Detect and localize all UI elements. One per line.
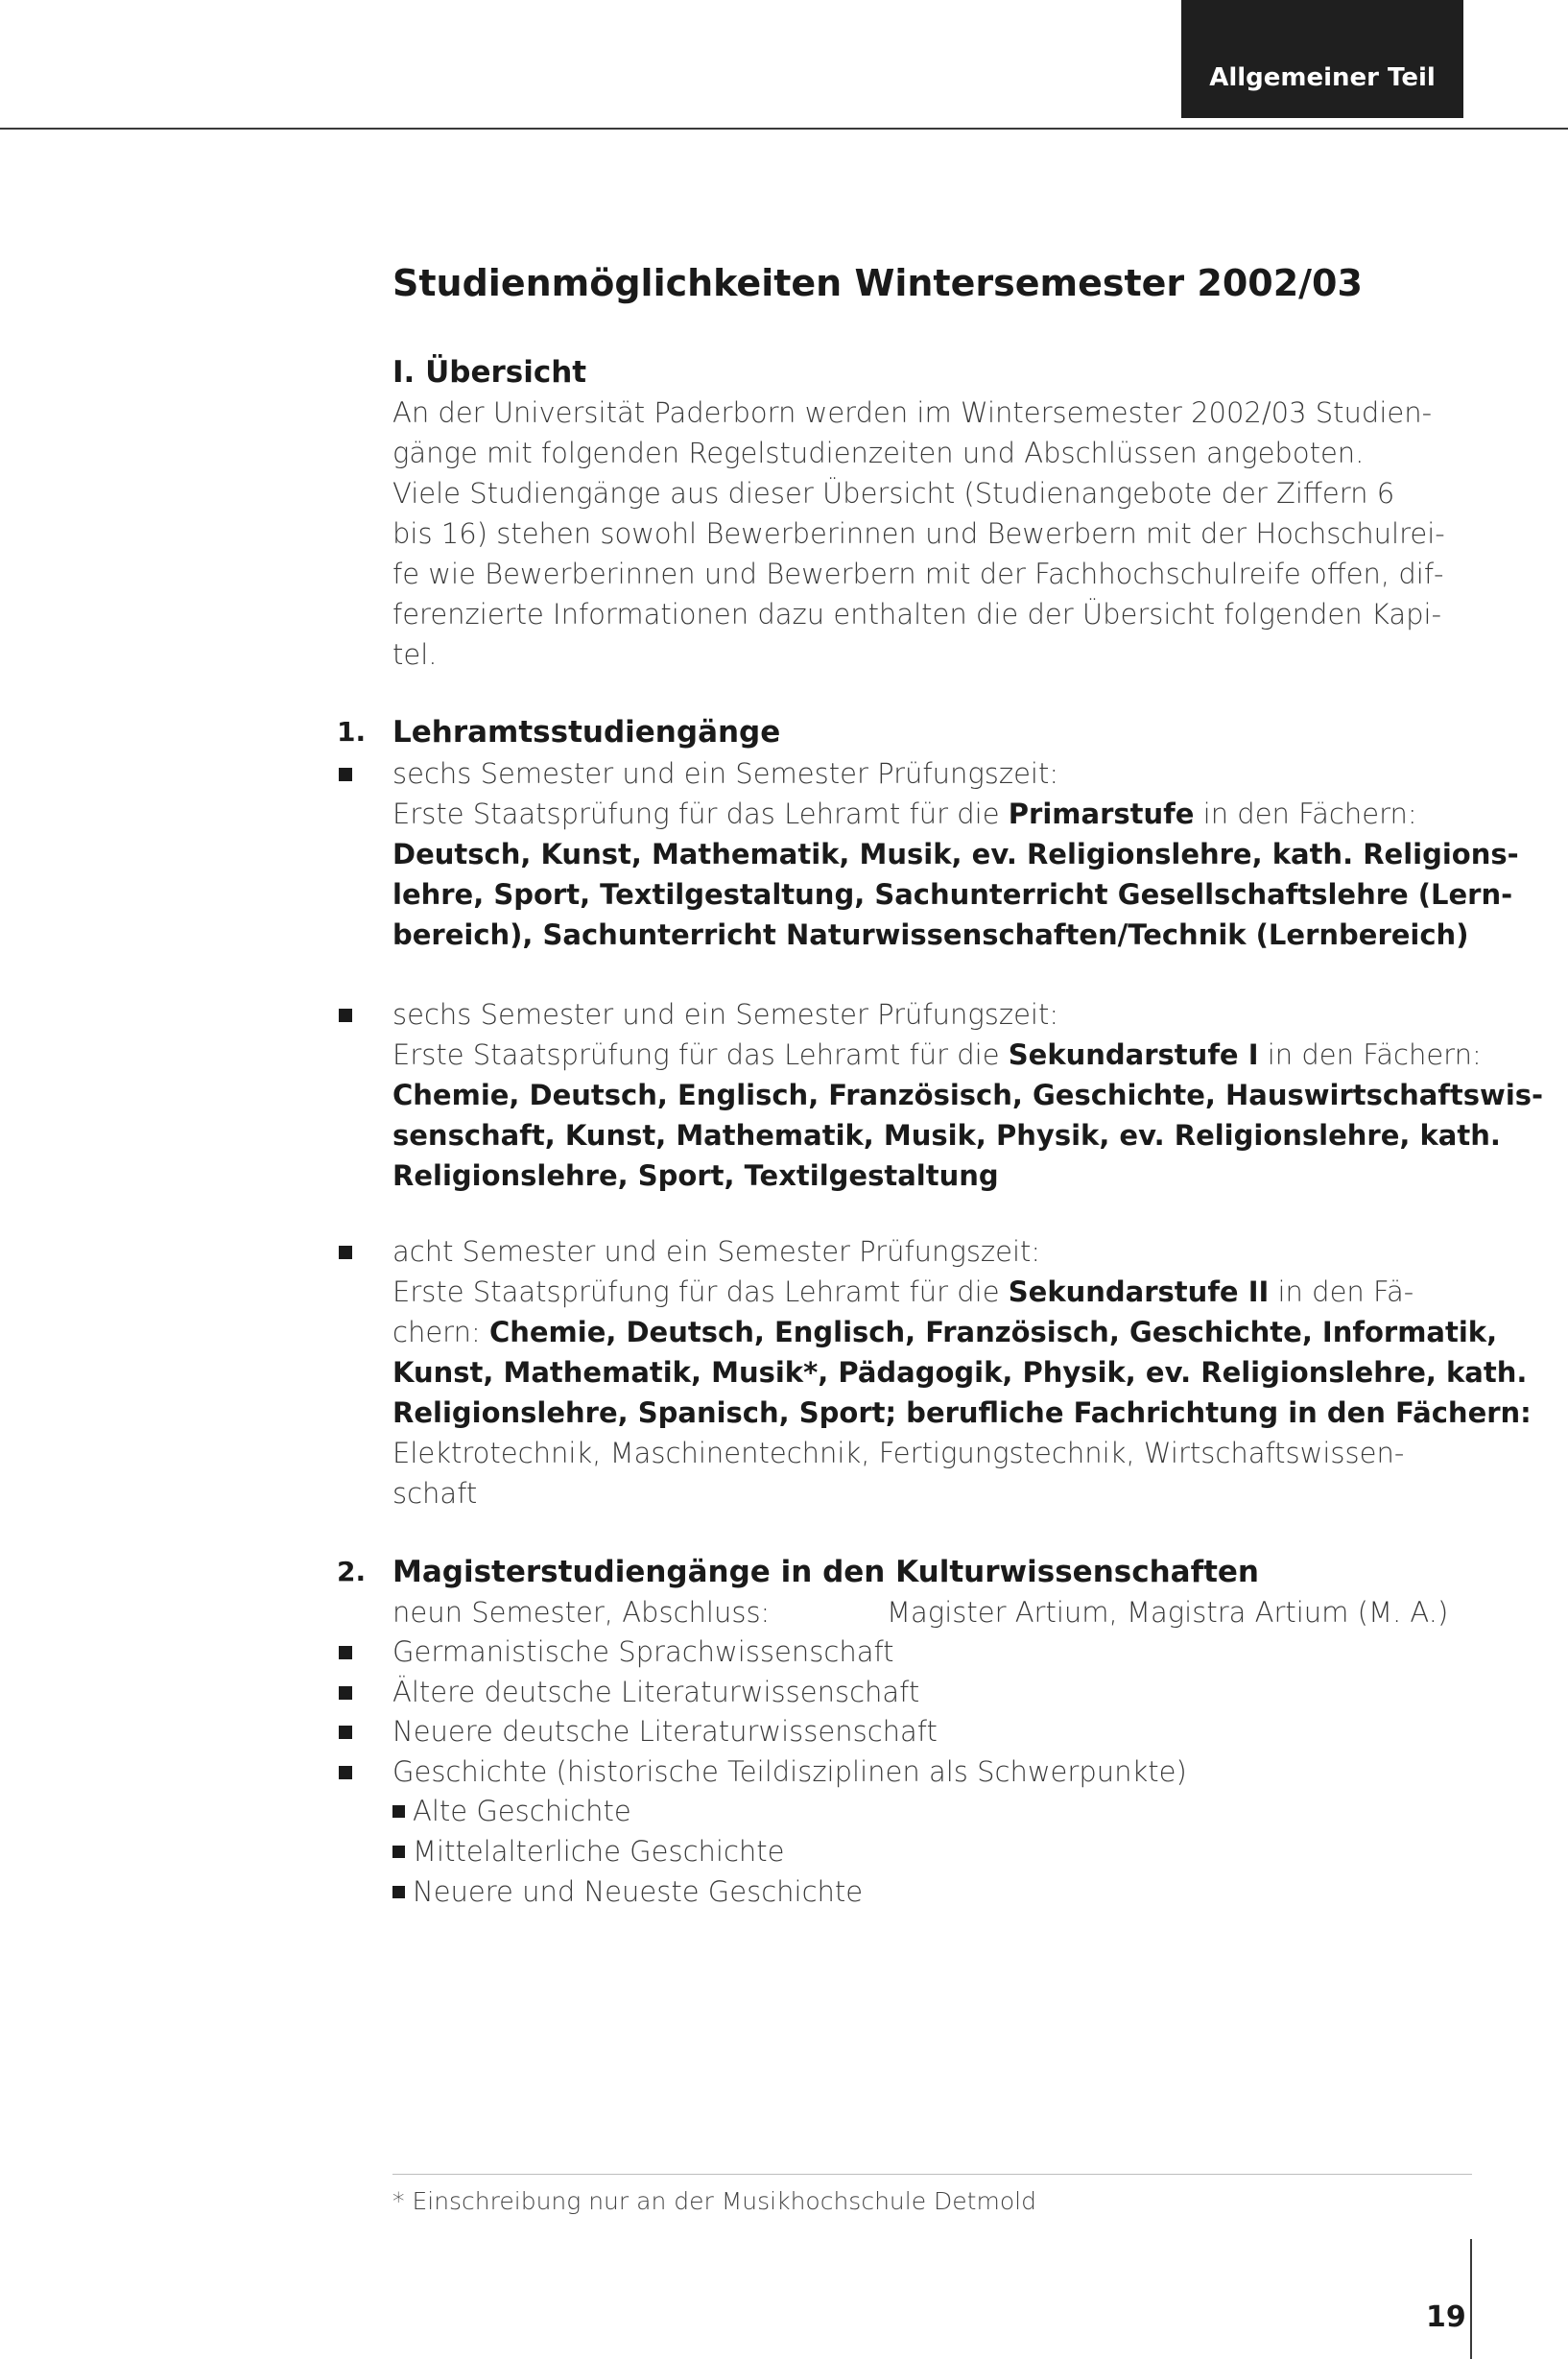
subjects-line: Kunst, Mathematik, Musik*, Pädagogik, Physik, ev. Religionslehre, kath. bbox=[392, 1356, 1528, 1389]
section-heading: Magisterstudiengänge in den Kulturwissenschaften bbox=[392, 1555, 1259, 1589]
subjects-line: lehre, Sport, Textilgestaltung, Sachunterricht Gesellschaftslehre (Lern- bbox=[392, 878, 1513, 911]
overview-line: tel. bbox=[392, 638, 438, 671]
bullet-square-icon bbox=[339, 1246, 352, 1259]
school-level: Primarstufe bbox=[1008, 798, 1195, 830]
bullet-square-icon bbox=[339, 1686, 352, 1700]
overview-line: Viele Studiengänge aus dieser Übersicht (Studienangebote der Ziffern 6 bbox=[392, 477, 1395, 510]
subjects-line: bereich), Sachunterricht Naturwissenschaften/Technik (Lernbereich) bbox=[392, 918, 1469, 951]
section-heading: Lehramtsstudiengänge bbox=[392, 715, 781, 750]
list-item bbox=[392, 1711, 1467, 1751]
vocational-line: schaft bbox=[392, 1477, 478, 1510]
list-item bbox=[392, 1632, 1467, 1672]
list-item bbox=[392, 1231, 1532, 1513]
program-label: Neuere deutsche Literaturwissenschaft bbox=[392, 1715, 938, 1748]
sub-list-item: Mittelalterliche Geschichte bbox=[392, 1831, 1467, 1871]
list-item bbox=[392, 753, 1519, 955]
subjects-line: Religionslehre, Spanisch, Sport; berufliche Fachrichtung in den Fächern: bbox=[392, 1396, 1532, 1429]
header-rule bbox=[0, 128, 1568, 130]
sub-list bbox=[392, 1791, 1467, 1912]
section-2-heading-block bbox=[337, 1552, 1467, 1592]
page-number: 19 bbox=[1426, 2300, 1466, 2334]
section-1-heading-block bbox=[337, 712, 1467, 752]
duration-text: neun Semester, Abschluss: bbox=[392, 1596, 771, 1629]
overview-line: gänge mit folgenden Regelstudienzeiten und Abschlüssen angeboten. bbox=[392, 437, 1365, 469]
school-level: Sekundarstufe I bbox=[1008, 1038, 1259, 1071]
subjects-line: Deutsch, Kunst, Mathematik, Musik, ev. Religionslehre, kath. Religions- bbox=[392, 838, 1519, 870]
bullet-square-icon bbox=[392, 1846, 405, 1858]
overview-paragraph bbox=[392, 393, 1467, 675]
duration-text: sechs Semester und ein Semester Prüfungszeit: bbox=[392, 757, 1059, 790]
exam-line: Erste Staatsprüfung für das Lehramt für die Sekundarstufe I in den Fächern: bbox=[392, 1038, 1482, 1071]
duration-text: sechs Semester und ein Semester Prüfungszeit: bbox=[392, 998, 1059, 1031]
subjects-line: Religionslehre, Sport, Textilgestaltung bbox=[392, 1159, 999, 1192]
overview-line: ferenzierte Informationen dazu enthalten die der Übersicht folgenden Kapi- bbox=[392, 598, 1442, 631]
vocational-line: Elektrotechnik, Maschinentechnik, Fertigungstechnik, Wirtschaftswissen- bbox=[392, 1437, 1405, 1469]
degree-row bbox=[392, 1592, 1467, 1632]
program-label: Germanistische Sprachwissenschaft bbox=[392, 1635, 894, 1668]
exam-line: Erste Staatsprüfung für das Lehramt für die Primarstufe in den Fächern: bbox=[392, 798, 1417, 830]
degree-text: Magister Artium, Magistra Artium (M. A.) bbox=[887, 1596, 1449, 1629]
list-item bbox=[392, 994, 1544, 1196]
bullet-square-icon bbox=[339, 1766, 352, 1779]
subjects-line: chern: Chemie, Deutsch, Englisch, Französisch, Geschichte, Informatik, bbox=[392, 1316, 1498, 1348]
overview-heading: I. Übersicht bbox=[392, 355, 587, 390]
subjects-line: senschaft, Kunst, Mathematik, Musik, Physik, ev. Religionslehre, kath. bbox=[392, 1119, 1501, 1152]
bullet-square-icon bbox=[339, 1726, 352, 1739]
exam-line: Erste Staatsprüfung für das Lehramt für die Sekundarstufe II in den Fä- bbox=[392, 1275, 1414, 1308]
school-level: Sekundarstufe II bbox=[1008, 1275, 1270, 1308]
subjects-line: Chemie, Deutsch, Englisch, Französisch, Geschichte, Hauswirtschaftswis- bbox=[392, 1079, 1544, 1111]
overview-section bbox=[392, 352, 1467, 675]
program-label: Ältere deutsche Literaturwissenschaft bbox=[392, 1676, 920, 1708]
overview-line: fe wie Bewerberinnen und Bewerbern mit der Fachhochschulreife offen, dif- bbox=[392, 558, 1444, 590]
section-number: 2. bbox=[337, 1556, 367, 1587]
footnote: * Einschreibung nur an der Musikhochschule Detmold bbox=[392, 2187, 1036, 2215]
section-number: 1. bbox=[337, 716, 367, 748]
program-label: Geschichte (historische Teildisziplinen als Schwerpunkte) bbox=[392, 1755, 1187, 1788]
list-item bbox=[392, 1672, 1467, 1712]
bullet-square-icon bbox=[339, 768, 352, 781]
footnote-divider bbox=[392, 2174, 1472, 2175]
duration-text: acht Semester und ein Semester Prüfungszeit: bbox=[392, 1235, 1041, 1268]
bullet-square-icon bbox=[339, 1646, 352, 1659]
list-item bbox=[392, 1751, 1467, 1792]
sub-list-item: Alte Geschichte bbox=[392, 1791, 1467, 1831]
bullet-square-icon bbox=[339, 1009, 352, 1022]
bullet-square-icon bbox=[392, 1886, 405, 1898]
section-header-tab: Allgemeiner Teil bbox=[1181, 0, 1463, 118]
overview-line: An der Universität Paderborn werden im Wintersemester 2002/03 Studien- bbox=[392, 396, 1433, 429]
sub-list-item: Neuere und Neueste Geschichte bbox=[392, 1871, 1467, 1912]
bullet-square-icon bbox=[392, 1805, 405, 1818]
overview-line: bis 16) stehen sowohl Bewerberinnen und Bewerbern mit der Hochschulrei- bbox=[392, 517, 1445, 550]
page-title: Studienmöglichkeiten Wintersemester 2002/03 bbox=[392, 262, 1363, 304]
page-number-rule bbox=[1470, 2239, 1472, 2359]
